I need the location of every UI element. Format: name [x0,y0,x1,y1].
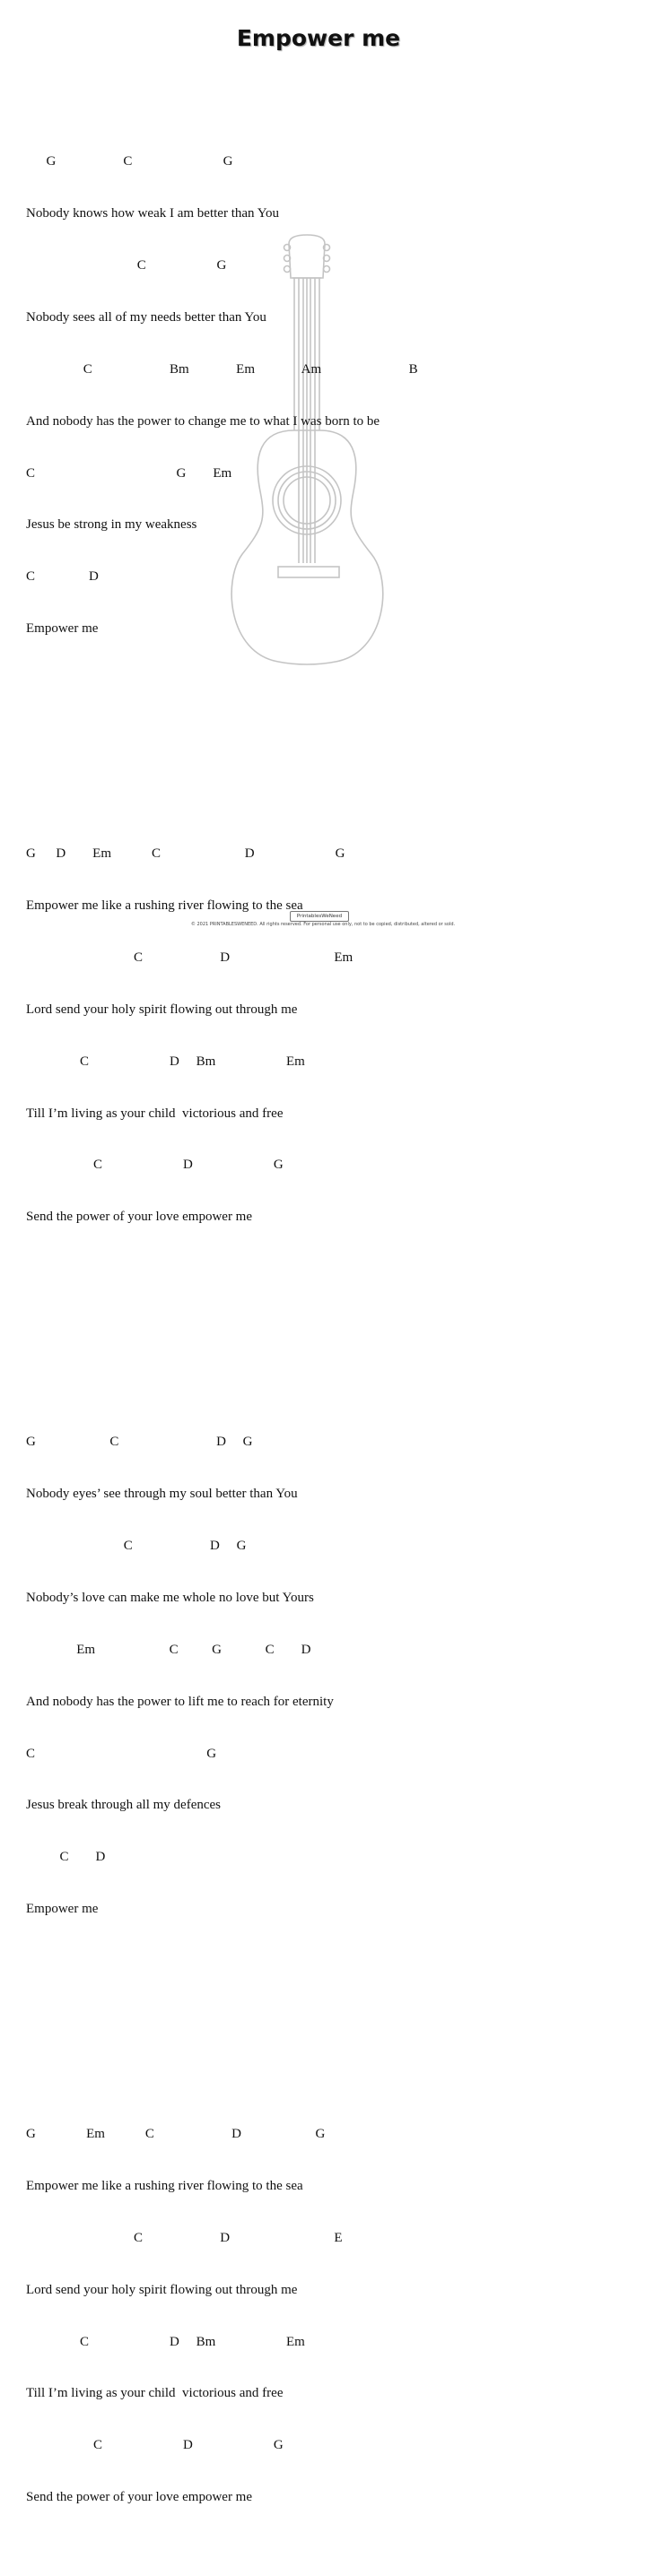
chord-line: Em C G C D [26,1642,311,1657]
lyric-line: Nobody sees all of my needs better than You [26,309,266,325]
chord-line: C G [26,1746,217,1761]
spacer [26,759,418,776]
lyric-line: Empower me like a rushing river flowing to the sea [26,2178,303,2193]
chord-line: G C G [26,154,233,169]
spacer [26,707,418,724]
chord-line: C D E [26,2230,343,2245]
lyric-line: Nobody eyes’ see through my soul better than You [26,1487,298,1502]
lyric-line: Send the power of your love empower me [26,1210,253,1225]
lyric-line: Empower me [26,1902,99,1917]
chord-line: C D [26,569,99,585]
chord-line: C D G [26,1538,247,1553]
chord-line: G D Em C D G [26,846,345,862]
lyric-line: Till I’m living as your child victorious and free [26,1106,284,1121]
lyric-line: Nobody knows how weak I am better than You [26,206,280,221]
chord-line: C D [26,1850,106,1865]
chorus-2 [26,2091,418,2541]
lyric-line: Empower me [26,621,99,637]
lyric-line: Jesus break through all my defences [26,1798,222,1813]
lyric-line: And nobody has the power to lift me to reach for eternity [26,1694,334,1709]
chorus-1 [26,811,418,1261]
spacer [26,1296,418,1313]
footer-logo: PrintablesWeNeed [290,911,349,922]
verse-1 [26,119,418,673]
footer-copyright: © 2021 PRINTABLESWENEED. All rights reserved. For personal use only, not to be copied, distributed, altered or sold. [190,922,456,927]
chord-line: C D Bm Em [26,2334,305,2349]
chord-line: C D G [26,1158,284,1173]
lyric-line: Empower me like a rushing river flowing to the sea [26,898,303,913]
spacer [26,1988,418,2005]
song-title: Empower me [236,25,401,51]
chord-line: C D Em [26,950,354,965]
chord-line: C Bm Em Am B [26,361,418,377]
spacer [26,2040,418,2057]
chord-line: G C D G [26,1435,253,1450]
lyric-line: Lord send your holy spirit flowing out through me [26,2282,298,2297]
lyric-line: Jesus be strong in my weakness [26,517,197,533]
lyric-line: Lord send your holy spirit flowing out through me [26,1002,298,1017]
chord-line: C D G [26,2438,284,2453]
spacer [26,1348,418,1365]
lyrics-and-chords [26,84,418,2576]
chord-line: C G [26,257,227,273]
lyric-line: And nobody has the power to change me to what I was born to be [26,413,380,429]
chord-line: G Em C D G [26,2127,326,2142]
lyric-line: Send the power of your love empower me [26,2490,253,2505]
chord-line: C G Em [26,465,232,481]
chord-line: C D Bm Em [26,1054,305,1069]
lyric-line: Till I’m living as your child victorious and free [26,2386,284,2401]
verse-2 [26,1400,418,1954]
lyric-line: Nobody’s love can make me whole no love but Yours [26,1590,314,1605]
